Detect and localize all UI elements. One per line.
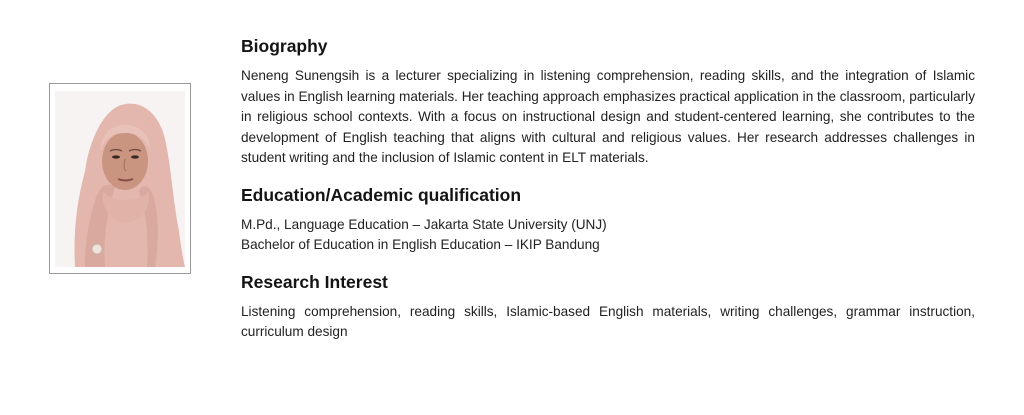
biography-text: Neneng Sunengsih is a lecturer specializing in listening comprehension, reading skills, and the integration of Islamic values in English learning materials. Her teaching approach emphasizes practical application in the classroom, particularly in religious school contexts. With a focus on instructional design and student-centered learning, she contributes to the development of English teaching that aligns with cultural and religious values. Her research addresses challenges in student writing and the inclusion of Islamic content in ELT materials. (241, 68, 975, 165)
profile-photo-frame (49, 83, 191, 274)
education-section (241, 183, 975, 256)
research-text: Listening comprehension, reading skills, Islamic-based English materials, writing challenges, grammar instruction, curriculum design (241, 303, 975, 339)
profile-content (241, 34, 975, 343)
research-heading: Research Interest (241, 271, 388, 292)
education-item: M.Pd., Language Education – Jakarta State University (UNJ) (241, 216, 607, 232)
biography-section (241, 34, 975, 169)
portrait-image (55, 91, 185, 267)
research-section (241, 270, 975, 343)
biography-heading: Biography (241, 36, 328, 56)
education-list (241, 215, 975, 256)
education-heading: Education/Academic qualification (241, 184, 522, 205)
profile-photo (55, 91, 185, 267)
education-item: Bachelor of Education in English Education – IKIP Bandung (241, 237, 600, 252)
